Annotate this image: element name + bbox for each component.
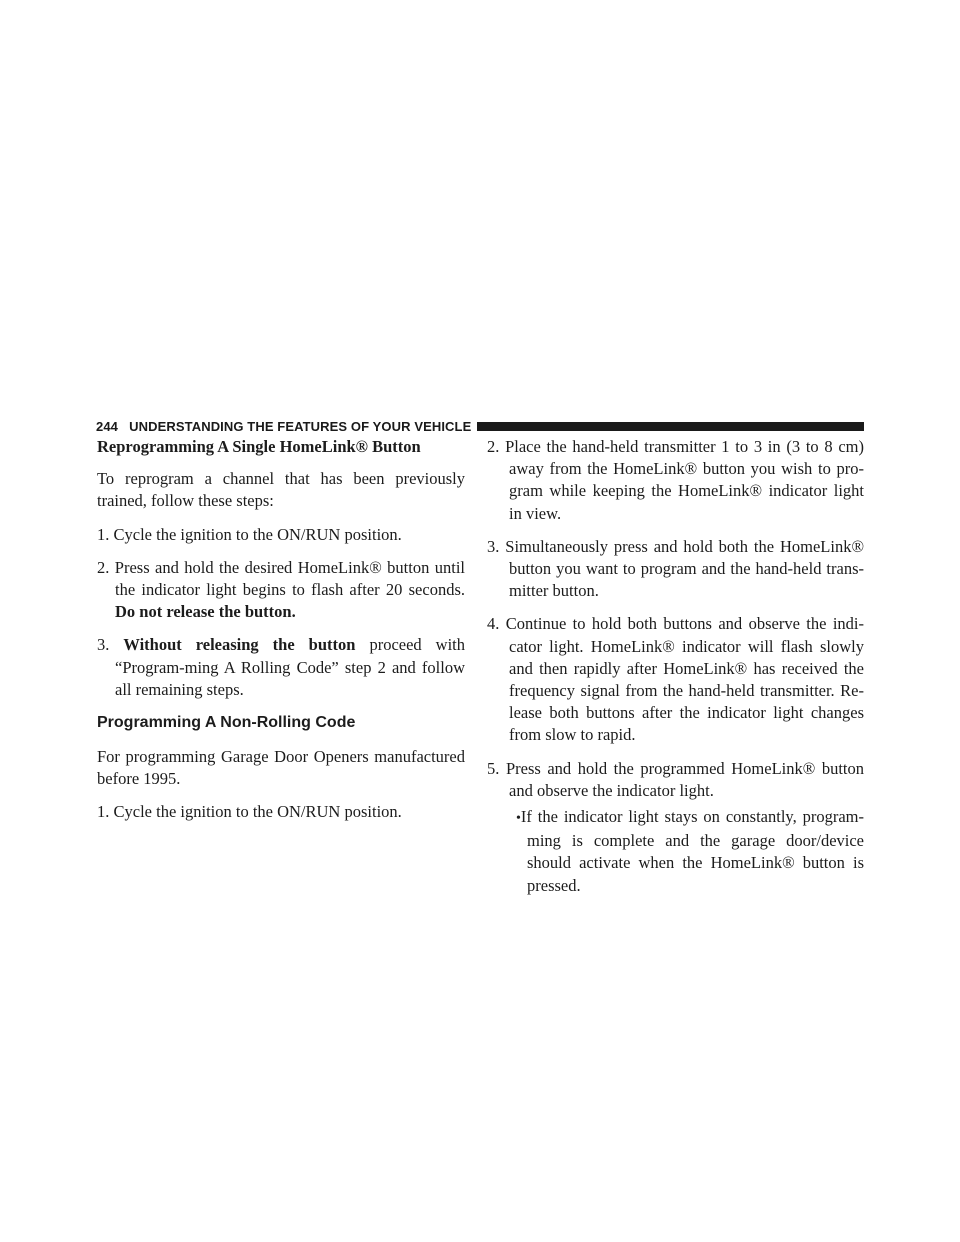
step-text: Press and hold the programmed HomeLink® button and observe the indicator light. xyxy=(505,758,865,800)
list-item xyxy=(487,436,864,525)
header-text xyxy=(96,419,477,434)
step-number: 3. xyxy=(97,635,110,655)
list-item xyxy=(487,758,864,802)
step-text: Place the hand-held transmitter 1 to 3 in (3 to 8 cm) away from the HomeLink® button you wish to pro-gram while keeping the HomeLink® indicator light in view. xyxy=(505,437,864,523)
step-text: Cycle the ignition to the ON/RUN position. xyxy=(113,524,402,544)
subsection-heading: Programming A Non-Rolling Code xyxy=(97,714,356,732)
section-title: UNDERSTANDING THE FEATURES OF YOUR VEHICLE xyxy=(129,418,472,434)
left-column xyxy=(97,436,465,835)
bullet-icon: • xyxy=(516,811,521,827)
step-number: 2. xyxy=(97,557,110,577)
step-text: Cycle the ignition to the ON/RUN position. xyxy=(113,802,402,822)
list-item xyxy=(487,613,864,746)
step-number: 4. xyxy=(487,614,500,634)
bullet-text: If the indicator light stays on constantly, program-ming is complete and the garage door/device should activate when the HomeLink® button is pressed. xyxy=(520,807,864,895)
bullet-item xyxy=(487,806,864,897)
step-text: Continue to hold both buttons and observe the indi-cator light. HomeLink® indicator will flash slowly and then rapidly after HomeLink® has received the frequency signal from the hand-held transmitter. Re-lease both buttons after the indicator light changes from slow to rapid. xyxy=(505,614,865,745)
list-item xyxy=(97,801,465,823)
right-column xyxy=(487,436,864,897)
step-number: 1. xyxy=(97,524,110,544)
step-number: 3. xyxy=(487,536,500,556)
list-item xyxy=(97,524,465,546)
page-header xyxy=(96,418,864,434)
intro-paragraph-2: For programming Garage Door Openers manufactured before 1995. xyxy=(97,747,465,789)
page-number: 244 xyxy=(96,418,118,434)
step-text: proceed with “Program-ming A Rolling Code” step 2 and follow all remaining steps. xyxy=(115,635,465,699)
step-text: Press and hold the desired HomeLink® button until the indicator light begins to flash after 20 seconds. xyxy=(114,557,465,600)
list-item xyxy=(97,634,465,701)
section-heading: Reprogramming A Single HomeLink® Button xyxy=(97,437,421,456)
step-number: 2. xyxy=(487,437,500,456)
step-emphasis: Without releasing the button xyxy=(123,635,356,655)
intro-paragraph: To reprogram a channel that has been previously trained, follow these steps: xyxy=(97,469,465,511)
step-text: Simultaneously press and hold both the HomeLink® button you want to program and the hand-held trans-mitter button. xyxy=(505,536,865,601)
list-item xyxy=(487,536,864,603)
step-number: 5. xyxy=(487,758,500,778)
header-rule xyxy=(477,422,864,431)
step-number: 1. xyxy=(97,802,110,822)
list-item xyxy=(97,557,465,624)
step-emphasis: Do not release the button. xyxy=(115,602,296,622)
